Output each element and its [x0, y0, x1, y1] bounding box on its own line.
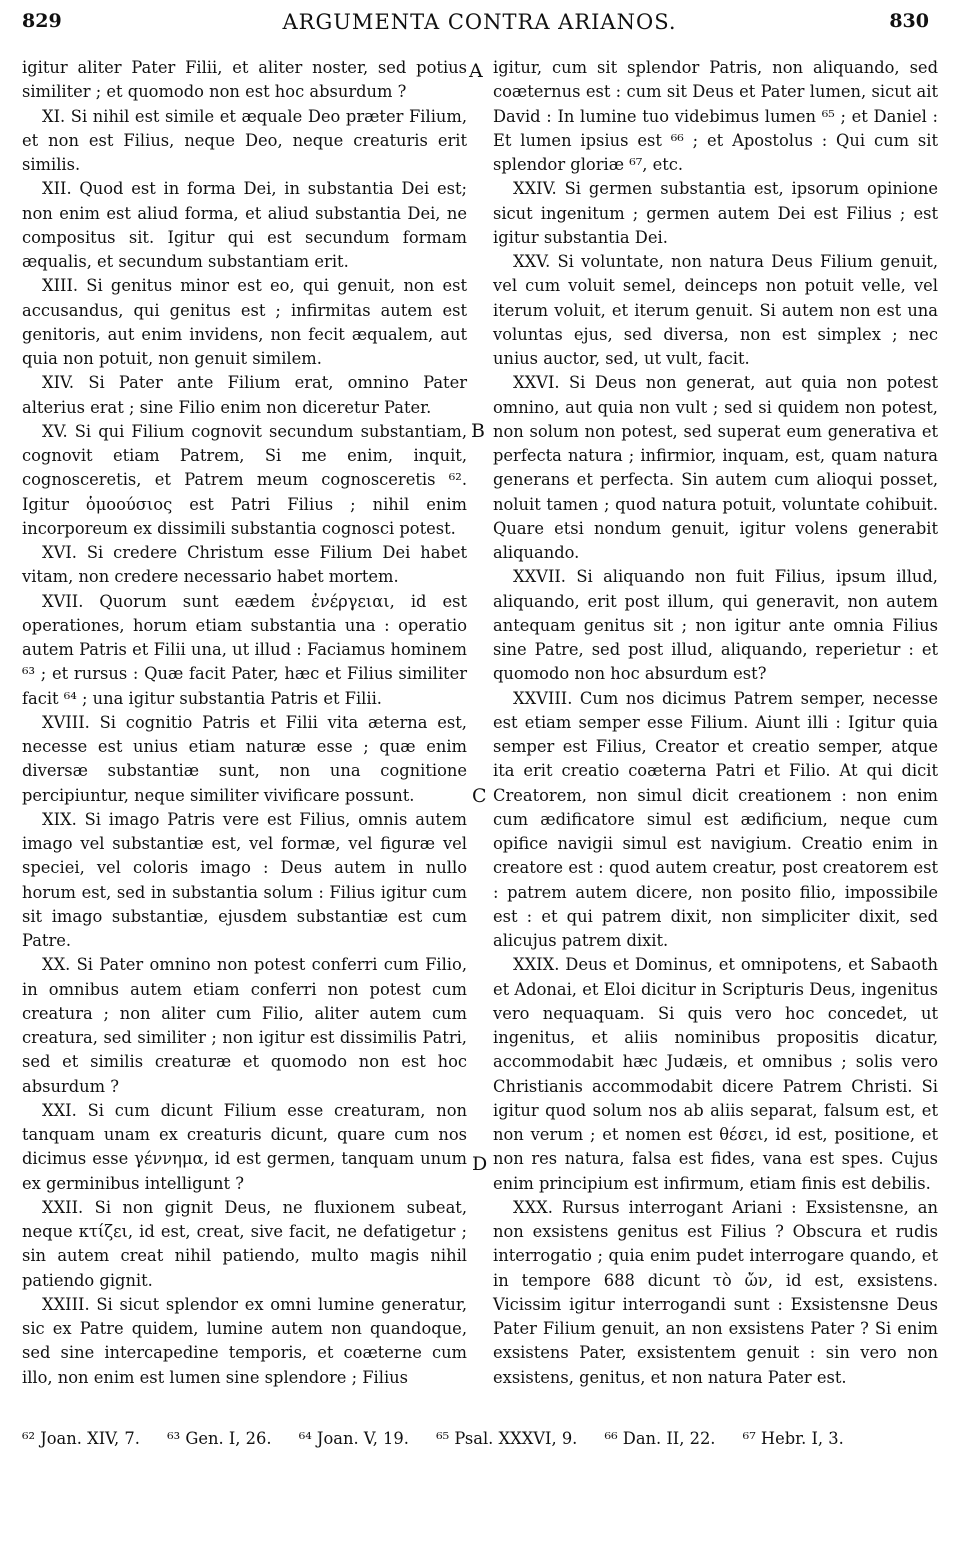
paragraph: XIX. Si imago Patris vere est Filius, omnis autem imago vel substantiæ est, vel formæ, vel figuræ vel speciei, vel coloris imago : Deus autem in nullo horum est, sed in substantia solum : Filius igitur cum sit imago substantiæ, ejusdem substantiæ est cum Patre. [22, 809, 467, 950]
margin-marker-d: D [472, 1153, 488, 1175]
paragraph: XXI. Si cum dicunt Filium esse creaturam, non tanquam unam ex creaturis dicunt, quare cum nos dicimus esse γέννημα, id est germen, tanquam unum ex germinibus intelligunt ? [22, 1100, 467, 1193]
footnote: ⁶⁵ Psal. XXXVI, 9. [436, 1429, 578, 1448]
page-number-left: 829 [22, 10, 62, 32]
running-title: ARGUMENTA CONTRA ARIANOS. [282, 10, 677, 34]
paragraph: XI. Si nihil est simile et æquale Deo præter Filium, et non est Filius, neque Deo, neque creaturis erit similis. [22, 106, 467, 174]
paragraph: XXII. Si non gignit Deus, ne fluxionem subeat, neque κτίζει, id est, creat, sive facit, ne defatigetur ; sin autem creat nihil patiendo, multo magis nihil patiendo gignit. [22, 1197, 467, 1290]
margin-marker-b: B [471, 420, 485, 442]
paragraph: XXX. Rursus interrogant Ariani : Exsistensne, an non exsistens genitus est Filius ? Obscura et rudis interrogatio ; quia enim pudet interrogare quando, et in tempore 688 dicunt τὸ ὤν, id est, exsistens. Vicissim igitur interrogandi sunt : Exsistensne Deus Pater Filium genuit, an non exsistens Pater ? Si enim exsistens Pater, exsistentem genuit : sin vero non exsistens, genitus, et non natura Pater est. [493, 1197, 938, 1387]
margin-marker-c: C [472, 785, 487, 807]
footnotes [22, 1428, 938, 1450]
margin-marker-a: A [469, 60, 483, 82]
paragraph: XVII. Quorum sunt eædem ἐνέργειαι, id est operationes, horum etiam substantia una : operatio autem Patris et Filii una, ut illud : Faciamus hominem ⁶³ ; et rursus : Quæ facit Pater, hæc et Filius similiter facit ⁶⁴ ; una igitur substantia Patris et Filii. [22, 591, 467, 708]
footnote: ⁶² Joan. XIV, 7. [22, 1429, 140, 1448]
paragraph: XXIII. Si sicut splendor ex omni lumine generatur, sic ex Patre quidem, lumine autem non quandoque, sed sine intercapedine temporis, et coæterne cum illo, non enim est lumen sine splendore ; Filius [22, 1294, 467, 1387]
paragraph: igitur, cum sit splendor Patris, non aliquando, sed coæternus est : cum sit Deus et Pater lumen, sicut ait David : In lumine tuo videbimus lumen ⁶⁵ ; et Daniel : Et lumen ipsius est ⁶⁶ ; et Apostolus : Qui cum sit splendor gloriæ ⁶⁷, etc. [493, 58, 938, 174]
paragraph: XIV. Si Pater ante Filium erat, omnino Pater alterius erat ; sine Filio enim non diceretur Pater. [22, 373, 467, 417]
paragraph: XIII. Si genitus minor est eo, qui genuit, non est accusandus, qui genitus est ; infirmitas autem est genitoris, aut enim invidens, non fecit æqualem, aut quia non potuit, non genuit similem. [22, 276, 467, 368]
page-number-right: 830 [889, 10, 929, 32]
paragraph: XXV. Si voluntate, non natura Deus Filium genuit, vel cum voluit semel, deinceps non potuit velle, vel iterum voluit, et iterum genuit. Si autem non est una voluntas ejus, sed diversa, non est simplex ; nec unius auctor, sed, ut vult, facit. [493, 252, 938, 368]
paragraph: XV. Si qui Filium cognovit secundum substantiam, cognovit etiam Patrem, Si me enim, inquit, cognosceretis, et Patrem meum cognosceretis ⁶². Igitur ὁμοούσιος est Patri Filius ; nihil enim incorporeum ex dissimili substantia cognosci potest. [22, 421, 467, 538]
footnote: ⁶⁴ Joan. V, 19. [298, 1429, 409, 1448]
paragraph: XXVI. Si Deus non generat, aut quia non potest omnino, aut quia non vult ; sed si quidem non potest, non solum non potest, sed superat eum generativa et perfecta natura ; infirmior, inquam, est, quam natura generans et perfecta. Sin autem cum alioqui posset, noluit tamen ; quod natura potuit, voluntate cohibuit. Quare etsi nondum genuit, igitur volens generabit aliquando. [493, 373, 938, 562]
paragraph: igitur aliter Pater Filii, et aliter noster, sed potius similiter ; et quomodo non est hoc absurdum ? [22, 58, 467, 102]
footnote: ⁶³ Gen. I, 26. [167, 1429, 272, 1448]
paragraph: XXVII. Si aliquando non fuit Filius, ipsum illud, aliquando, erit post illum, qui generavit, non autem antequam genitus sit ; non igitur ante omnia Filius sine Patre, sed post illud, aliquando, reperietur : et quomodo non hoc absurdum est? [493, 567, 938, 684]
footnote: ⁶⁷ Hebr. I, 3. [742, 1429, 844, 1448]
paragraph: XII. Quod est in forma Dei, in substantia Dei est; non enim est aliud forma, et aliud substantia Dei, ne compositus sit. Igitur qui est secundum formam æqualis, et secundum substantiam erit. [22, 179, 467, 271]
paragraph: XXIX. Deus et Dominus, et omnipotens, et Sabaoth et Adonai, et Eloi dicitur in Scripturis Deus, ingenitus vero nequaquam. Si quis vero hoc concedet, ut ingenitus, et aliis nominibus propositis dicatur, accommodabit hæc Judæis, et omnibus ; solis vero Christianis accommodabit dicere Patrem Christi. Si igitur quod solum nos ab aliis separat, falsum est, et non verum ; et nomen est θέσει, id est, positione, et non res natura, falsa est fides, vana est spes. Cujus enim principium est infirmum, etiam finis est debilis. [493, 955, 938, 1193]
paragraph: XXVIII. Cum nos dicimus Patrem semper, necesse est etiam semper esse Filium. Aiunt illi : Igitur quia semper est Filius, Creator et creatio semper, atque ita erit creatio coæterna Patri et Filio. At qui dicit Creatorem, non simul dicit creationem : non enim cum ædificatore simul est ædificium, neque cum opifice navigii simul est navigium. Creatio enim in creatore est : quod autem creatur, post creatorem est : patrem autem dicere, non posito filio, impossibile est : et qui patrem dixit, non simpliciter dixit, sed alicujus patrem dixit. [493, 688, 938, 950]
paragraph: XXIV. Si germen substantia est, ipsorum opinione sicut ingenitum ; germen autem Dei est Filius ; est igitur substantia Dei. [493, 179, 938, 247]
paragraph: XVI. Si credere Christum esse Filium Dei habet vitam, non credere necessario habet mortem. [22, 543, 467, 587]
right-column [493, 56, 938, 1390]
left-column [22, 56, 467, 1390]
paragraph: XVIII. Si cognitio Patris et Filii vita æterna est, necesse est unius etiam naturæ esse ; quæ enim diversæ substantiæ sunt, non una cognitione percipiuntur, neque similiter vivificare possunt. [22, 712, 467, 805]
paragraph: XX. Si Pater omnino non potest conferri cum Filio, in omnibus autem etiam conferri non potest cum creatura ; non aliter cum Filio, aliter autem cum creatura, sed similiter ; non igitur est dissimilis Patri, sed et similis creaturæ et quomodo non est hoc absurdum ? [22, 955, 467, 1096]
page-header [0, 10, 959, 42]
footnote: ⁶⁶ Dan. II, 22. [604, 1429, 716, 1448]
